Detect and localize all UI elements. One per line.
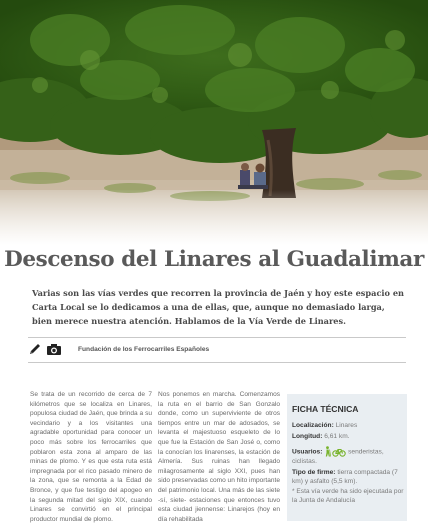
ficha-location	[292, 421, 404, 430]
hero-photo	[0, 0, 428, 245]
camera-icon	[46, 342, 62, 356]
ficha-tecnica-box	[287, 394, 407, 521]
users-value: senderistas,	[348, 448, 384, 456]
article-lead: Varias son las vías verdes que recorren la provincia de Jaén y hoy este espacio en Carta Local se lo dedicamos a una de ellas, que, aunque no demasiado larga, bien merece nuestra atención. Hablamos de la Vía Verde de Linares.	[32, 288, 405, 326]
ficha-surface	[292, 468, 404, 487]
pencil-icon	[28, 342, 42, 356]
length-value: 6,61 km.	[324, 433, 350, 440]
ficha-length	[292, 432, 404, 441]
ficha-users	[292, 446, 404, 466]
divider-top	[28, 337, 406, 338]
surface-value: tierra compactada (7 km) y asfalto (5,5 km).	[292, 469, 398, 486]
length-label: Longitud:	[292, 433, 323, 440]
ficha-title: FICHA TÉCNICA	[292, 404, 359, 414]
article-title: Descenso del Linares al Guadalimar	[4, 247, 424, 272]
hiker-icon	[326, 446, 331, 456]
surface-label: Tipo de firme:	[292, 469, 336, 476]
bicycle-icon	[333, 450, 345, 457]
location-value: Linares	[335, 422, 358, 429]
ficha-note: * Esta vía verde ha sido ejecutada por la Junta de Andalucía	[292, 488, 404, 505]
hiker-bicycle-icon	[324, 446, 346, 457]
body-column-1: Se trata de un recorrido de cerca de 7 kilómetros que se localiza en Linares, populosa ciudad de Jaén, que brinda a su vecindario y a los visitantes una agradable oportunidad para conocer un poco más sobre los ferrocarriles que poblaron esta zona al amparo de las minas de plomo. Y es que esta ruta está impregnada por el rico pasado minero de la zona, que se remonta a la Edad de Bronce, y que fue testigo del apogeo en la segunda mitad del siglo XIX, cuando Linares se convirtió en el principal productor mundial de plomo.	[30, 391, 152, 523]
users-label: Usuarios:	[292, 448, 323, 456]
divider-bottom	[28, 362, 406, 363]
tree-landscape-image	[0, 0, 428, 245]
photo-credit-row	[28, 340, 406, 358]
body-column-2: Nos ponemos en marcha. Comenzamos la ruta en el barrio de San Gonzalo donde, como un superviviente de otros tiempos entre un mar de adosados, se levanta el majestuoso esqueleto de lo que fue la Estación de San José o, como la conocían los linarenses, la estación de Almería. Sus ruinas han llegado milagrosamente al siglo XXI, pues han sido preservadas como un hito importante del patrimonio local. Una más de las siete -sí, siete- estaciones que entonces tuvo esta ciudad jiennense: Linarejos (hoy en día rehabilitada	[158, 391, 280, 523]
location-label: Localización:	[292, 422, 334, 429]
photo-credit: Fundación de los Ferrocarriles Españoles	[78, 345, 210, 353]
users-value-2: ciclistas.	[292, 458, 317, 465]
